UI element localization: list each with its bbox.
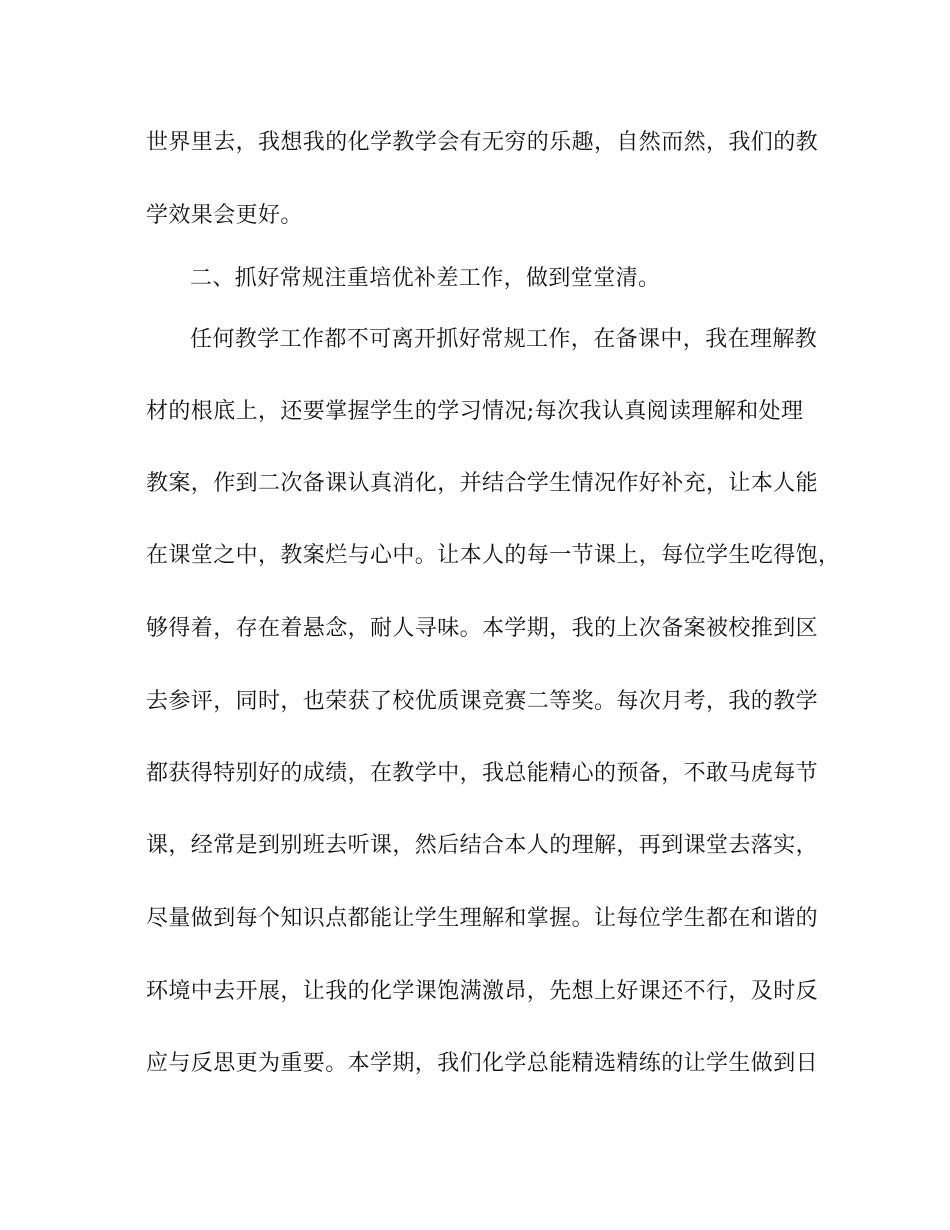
paragraph-line: 学效果会更好。	[146, 203, 303, 228]
paragraph-line: 都获得特别好的成绩，在教学中，我总能精心的预备，不敢马虎每节	[146, 761, 819, 786]
paragraph-line: 环境中去开展，让我的化学课饱满激昂，先想上好课还不行，及时反	[146, 979, 819, 1004]
paragraph-line: 在课堂之中，教案烂与心中。让本人的每一节课上，每位学生吃得饱，	[146, 543, 841, 568]
paragraph-line: 世界里去，我想我的化学教学会有无穷的乐趣，自然而然，我们的教	[146, 130, 819, 155]
paragraph-line: 教案，作到二次备课认真消化，并结合学生情况作好补充，让本人能	[146, 471, 819, 496]
paragraph-line: 尽量做到每个知识点都能让学生理解和掌握。让每位学生都在和谐的	[146, 906, 819, 931]
paragraph-line: 材的根底上，还要掌握学生的学习情况;每次我认真阅读理解和处理	[146, 399, 804, 424]
paragraph-line: 任何教学工作都不可离开抓好常规工作，在备课中，我在理解教	[190, 327, 818, 352]
paragraph-line: 课，经常是到别班去听课，然后结合本人的理解，再到课堂去落实，	[146, 833, 819, 858]
section-heading: 二、抓好常规注重培优补差工作，做到堂堂清。	[190, 266, 661, 291]
paragraph-line: 应与反思更为重要。本学期，我们化学总能精选精练的让学生做到日	[146, 1051, 819, 1076]
paragraph-line: 够得着，存在着悬念，耐人寻味。本学期，我的上次备案被校推到区	[146, 616, 819, 641]
paragraph-line: 去参评，同时，也荣获了校优质课竞赛二等奖。每次月考，我的教学	[146, 689, 819, 714]
